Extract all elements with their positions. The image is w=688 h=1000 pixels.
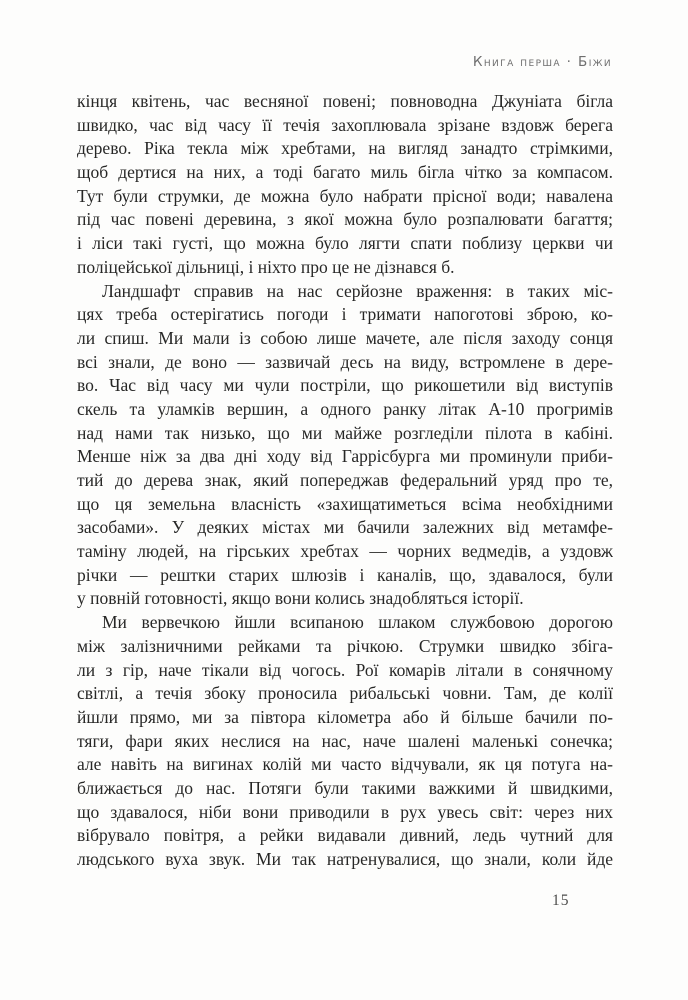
text-line: йшли прямо, ми за півтора кілометра або й більше бачили по-	[77, 706, 613, 727]
text-line: щоб дертися на них, а тоді багато миль бігла чітко за компасом.	[77, 162, 613, 183]
text-line: але навіть на вигинах колій ми часто відчували, як ця потуга на-	[77, 754, 613, 775]
text-line: швидко, час від часу її течія захоплювала зрізане вздовж берега	[77, 114, 613, 135]
text-line: Менше ніж за два дні ходу від Гаррісбурга ми проминули приби-	[77, 446, 613, 467]
page-number: 15	[552, 892, 570, 909]
text-line: людського вуха звук. Ми так натренувалися, що знали, коли йде	[77, 849, 613, 869]
text-line: Тут були струмки, де можна було набрати прісної води; навалена	[77, 185, 613, 206]
text-line: над нами так низько, що ми майже розгледіли пілота в кабіні.	[77, 422, 613, 443]
text-line: во. Час від часу ми чули постріли, що рикошетили від виступів	[77, 375, 613, 396]
running-header: Книга перша · Біжи	[472, 54, 612, 70]
body-text-block	[77, 90, 613, 872]
text-line: ближається до нас. Потяги були такими важкими й швидкими,	[77, 777, 613, 798]
text-line: засобами». У деяких містах ми бачили залежних від метамфе-	[77, 517, 613, 538]
text-line: у повній готовності, якщо вони колись знадобляться історії.	[77, 588, 524, 609]
text-line: що ця земельна власність «захищатиметься всіма необхідними	[77, 493, 613, 514]
paragraph	[77, 90, 613, 280]
text-line: ли з гір, наче тікали від чогось. Рої комарів літали в сонячному	[77, 659, 613, 680]
text-line: між залізничними рейками та річкою. Струмки швидко збіга-	[77, 635, 613, 656]
text-line: Ми вервечкою йшли всипаною шлаком службовою дорогою	[102, 612, 613, 633]
text-line: скель та уламків вершин, а одного ранку літак А-10 прогримів	[77, 398, 613, 419]
text-line: дерево. Ріка текла між хребтами, на вигляд занадто стрімкими,	[77, 138, 613, 159]
text-line: ли спиш. Ми мали із собою лише мачете, але після заходу сонця	[77, 327, 613, 348]
text-line: цях треба остерігатись погоди і тримати напоготові зброю, ко-	[77, 304, 613, 325]
text-line: кінця квітень, час весняної повені; повноводна Джуніата бігла	[77, 91, 613, 111]
text-line: Ландшафт справив на нас серйозне враження: в таких міс-	[102, 280, 613, 301]
paragraph	[77, 280, 613, 612]
text-line: вібрувало повітря, а рейки видавали дивний, ледь чутний для	[77, 825, 613, 846]
text-line: і ліси такі густі, що можна було лягти спати поблизу церкви чи	[77, 233, 613, 254]
text-line: світлі, а течія збоку проносила рибальські човни. Там, де колії	[77, 683, 613, 704]
paragraph	[77, 611, 613, 872]
text-line: поліцейської дільниці, і ніхто про це не дізнався б.	[77, 256, 455, 277]
text-line: тяги, фари яких неслися на нас, наче шалені маленькі сонечка;	[77, 730, 613, 751]
text-line: тий до дерева знак, який попереджав федеральний уряд про те,	[77, 470, 613, 490]
text-line: під час повені деревина, з якої можна було розпалювати багаття;	[77, 209, 613, 230]
text-line: всі знали, де воно — зазвичай десь на виду, встромлене в дере-	[77, 351, 613, 372]
text-line: річки — рештки старих шлюзів і каналів, що, здавалося, були	[77, 564, 613, 585]
text-line: що здавалося, ніби вони приводили в рух увесь світ: через них	[77, 801, 613, 822]
text-line: таміну людей, на гірських хребтах — чорних ведмедів, а уздовж	[77, 541, 613, 562]
